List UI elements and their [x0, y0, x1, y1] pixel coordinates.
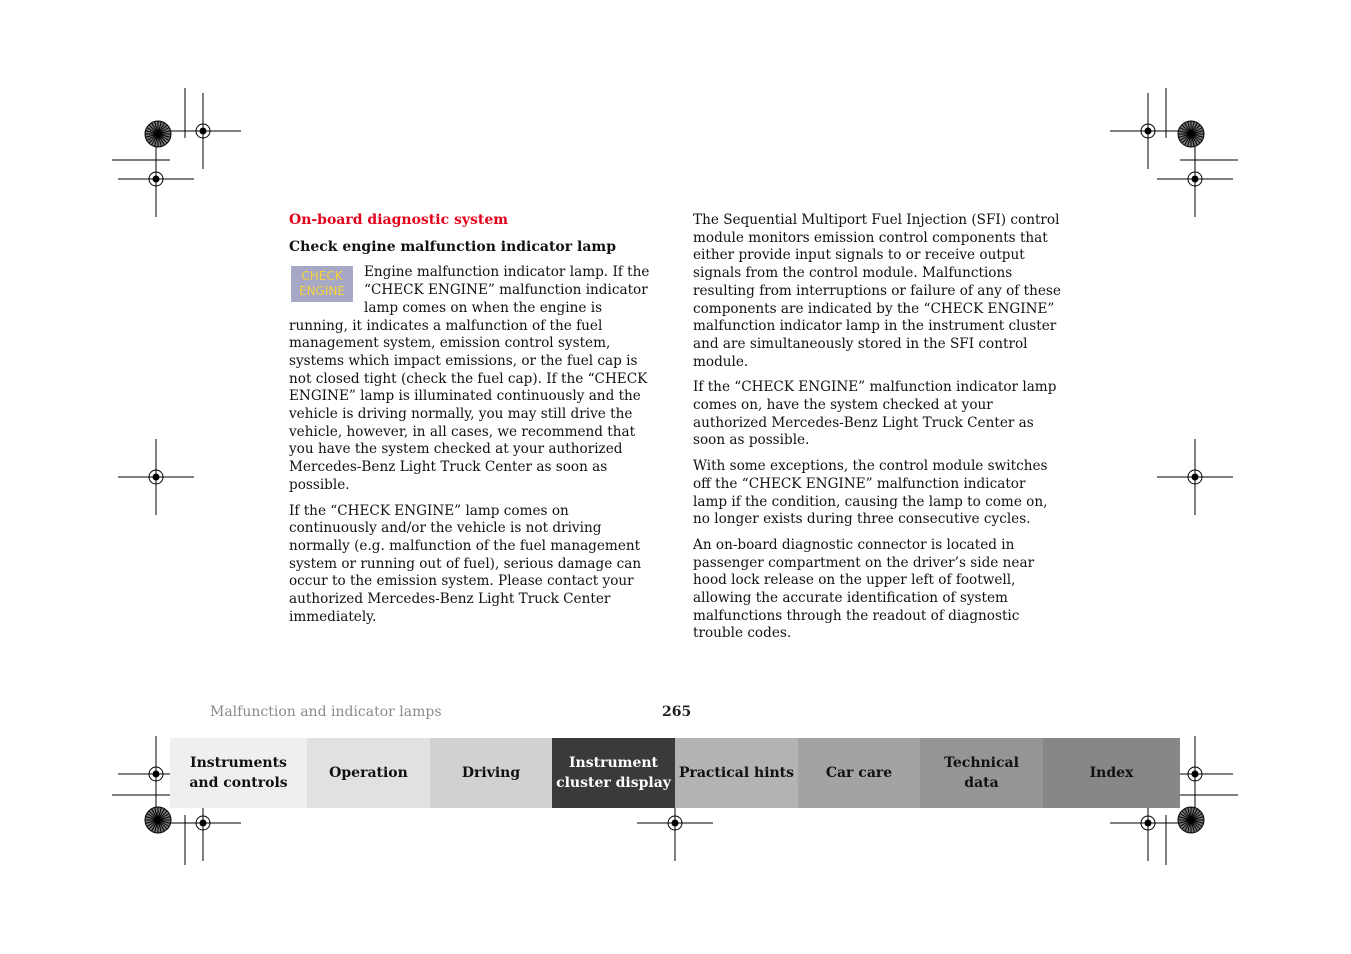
tab-driving[interactable]: Driving — [430, 738, 552, 808]
tab-practical-hints[interactable]: Practical hints — [675, 738, 798, 808]
paragraph: If the “CHECK ENGINE” malfunction indicator lamp comes on, have the system checked at your authorized Mercedes-Benz Light Truck Center as soon as possible. — [693, 379, 1057, 449]
paragraph: An on-board diagnostic connector is located in passenger compartment on the driver’s side near hood lock release on the upper left of footwell, allowing the accurate identification of system malfunctions through the readout of diagnostic trouble codes. — [693, 536, 1035, 642]
tab-operation[interactable]: Operation — [307, 738, 430, 808]
tab-car-care[interactable]: Car care — [798, 738, 920, 808]
right-column — [693, 212, 1061, 651]
tab-instruments-and-controls[interactable]: Instruments and controls — [170, 738, 307, 808]
lamp-label-line1: CHECK — [301, 269, 343, 284]
paragraph: If the “CHECK ENGINE” lamp comes on continuously and/or the vehicle is not driving normally (e.g. malfunction of the fuel management system or running out of fuel), serious damage can occur to the emission system. Please contact your authorized Mercedes-Benz Light Truck Center immediately. — [289, 502, 642, 625]
page-number: 265 — [662, 704, 692, 720]
chapter-title: Malfunction and indicator lamps — [210, 704, 442, 720]
paragraph: Engine malfunction indicator lamp. If the “CHECK ENGINE” malfunction indicator lamp comes on when the engine is running, it indicates a malfunction of the fuel management system, emission control system, systems which impact emissions, or the fuel cap is not closed tight (check the fuel cap). If the “CHECK ENGINE” lamp is illuminated continuously and the vehicle is driving normally, you may still drive the vehicle, however, in all cases, we recommend that you have the system checked at your authorized Mercedes-Benz Light Truck Center as soon as possible. — [289, 264, 650, 493]
subsection-title: Check engine malfunction indicator lamp — [289, 238, 617, 255]
section-title: On-board diagnostic system — [289, 212, 509, 228]
tab-instrument-cluster-display[interactable]: Instrument cluster display — [552, 738, 675, 808]
chapter-nav — [170, 738, 1180, 808]
tab-technical-data[interactable]: Technical data — [920, 738, 1043, 808]
tab-index[interactable]: Index — [1043, 738, 1180, 808]
paragraph: With some exceptions, the control module switches off the “CHECK ENGINE” malfunction indicator lamp if the condition, causing the lamp to come on, no longer exists during three consecutive cycles. — [693, 458, 1048, 528]
paragraph: The Sequential Multiport Fuel Injection (SFI) control module monitors emission control components that either provide input signals to or receive output signals from the control module. Malfunctions resulting from interruptions or failure of any of these components are indicated by the “CHECK ENGINE” malfunction indicator lamp in the instrument cluster and are simultaneously stored in the SFI control module. — [693, 212, 1061, 370]
check-engine-lamp-icon — [291, 266, 353, 302]
lamp-label-line2: ENGINE — [299, 284, 345, 299]
left-column — [289, 212, 657, 634]
